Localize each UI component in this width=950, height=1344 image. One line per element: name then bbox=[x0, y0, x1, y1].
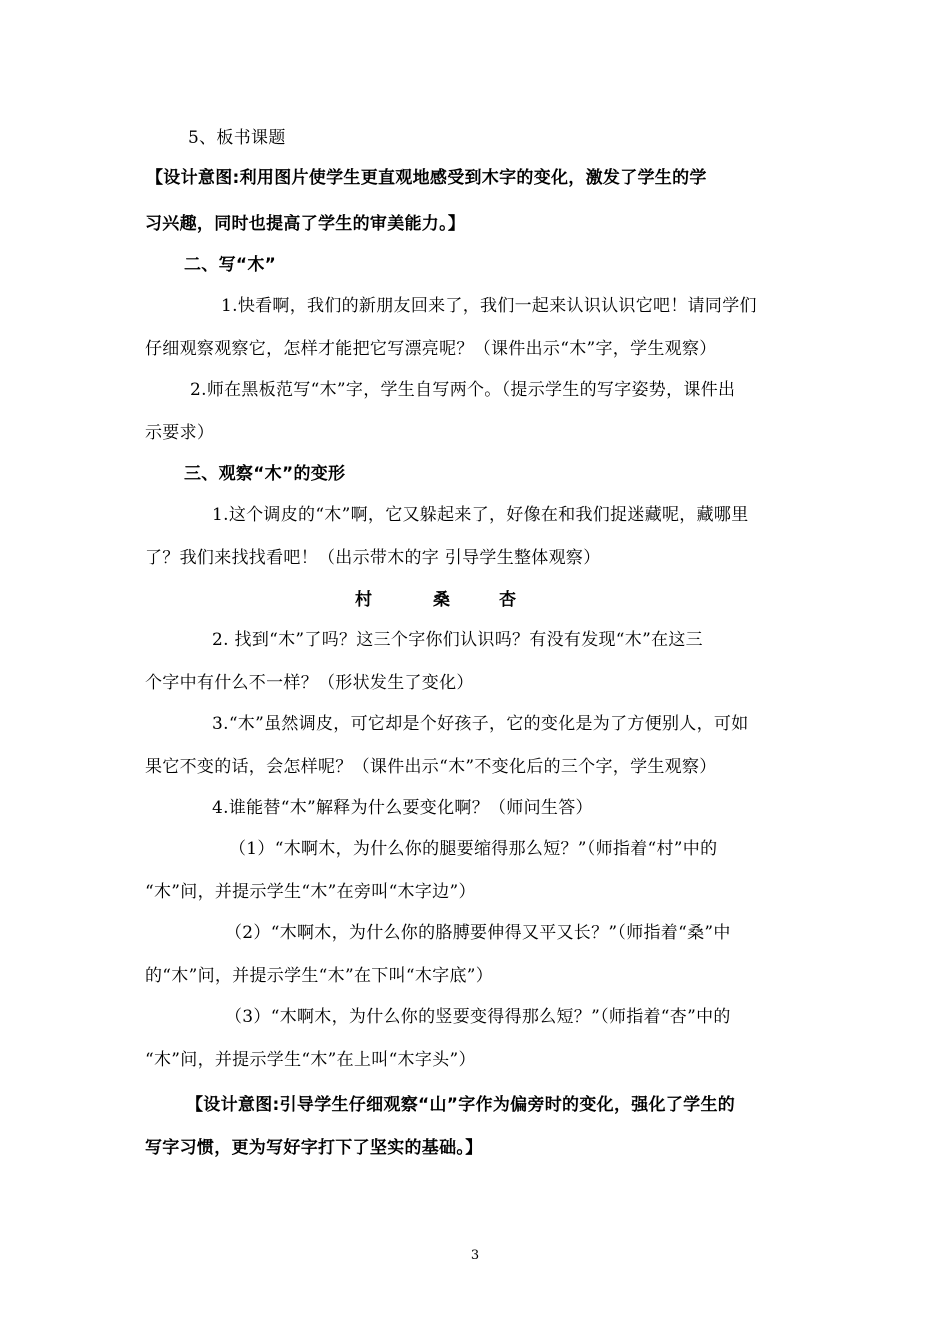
paragraph-line: 仔细观察观察它，怎样才能把它写漂亮呢？（课件出示“木”字，学生观察） bbox=[145, 339, 717, 359]
paragraph-line: “木”问，并提示学生“木”在上叫“木字头”） bbox=[145, 1050, 476, 1070]
paragraph-line: 个字中有什么不一样？（形状发生了变化） bbox=[145, 673, 474, 693]
paragraph-line: 果它不变的话，会怎样呢？（课件出示“木”不变化后的三个字，学生观察） bbox=[145, 757, 717, 777]
example-char: 杏 bbox=[499, 590, 516, 610]
paragraph-line: 1.快看啊，我们的新朋友回来了，我们一起来认识认识它吧！请同学们 bbox=[221, 296, 757, 316]
paragraph-line: 3.“木”虽然调皮，可它却是个好孩子，它的变化是为了方便别人，可如 bbox=[212, 714, 749, 734]
paragraph-line: （3）“木啊木，为什么你的竖要变得得那么短？”（师指着“杏”中的 bbox=[225, 1007, 731, 1027]
section-heading: 三、观察“木”的变形 bbox=[184, 464, 346, 484]
paragraph-line: （2）“木啊木，为什么你的胳膊要伸得又平又长？”（师指着“桑”中 bbox=[225, 923, 731, 943]
design-intent-line: 习兴趣，同时也提高了学生的审美能力。】 bbox=[145, 214, 466, 234]
design-intent-line: 【设计意图:利用图片使学生更直观地感受到木字的变化，激发了学生的学 bbox=[146, 168, 707, 188]
design-intent-line: 【设计意图:引导学生仔细观察“山”字作为偏旁时的变化，强化了学生的 bbox=[186, 1095, 736, 1115]
example-char: 村 bbox=[355, 590, 372, 610]
paragraph-line: 2.师在黑板范写“木”字，学生自写两个。（提示学生的写字姿势，课件出 bbox=[190, 380, 736, 400]
paragraph-line: 1.这个调皮的“木”啊，它又躲起来了，好像在和我们捉迷藏呢，藏哪里 bbox=[212, 505, 749, 525]
paragraph-line: “木”问，并提示学生“木”在旁叫“木字边”） bbox=[145, 882, 476, 902]
paragraph-line: 4.谁能替“木”解释为什么要变化啊？（师问生答） bbox=[212, 798, 593, 818]
design-intent-line: 写字习惯，更为写好字打下了坚实的基础。】 bbox=[145, 1138, 483, 1158]
example-char: 桑 bbox=[433, 590, 450, 610]
section-heading: 二、写“木” bbox=[184, 255, 277, 275]
paragraph-line: （1）“木啊木，为什么你的腿要缩得那么短？”（师指着“村”中的 bbox=[229, 839, 718, 859]
page-number: 3 bbox=[470, 1248, 480, 1263]
paragraph-line: 2. 找到“木”了吗？这三个字你们认识吗？有没有发现“木”在这三 bbox=[212, 630, 703, 650]
paragraph-line: 示要求） bbox=[145, 423, 215, 443]
paragraph-line: 了？我们来找找看吧！（出示带木的字 引导学生整体观察） bbox=[145, 548, 601, 568]
paragraph-line: 5、板书课题 bbox=[188, 128, 286, 148]
paragraph-line: 的“木”问，并提示学生“木”在下叫“木字底”） bbox=[145, 966, 494, 986]
